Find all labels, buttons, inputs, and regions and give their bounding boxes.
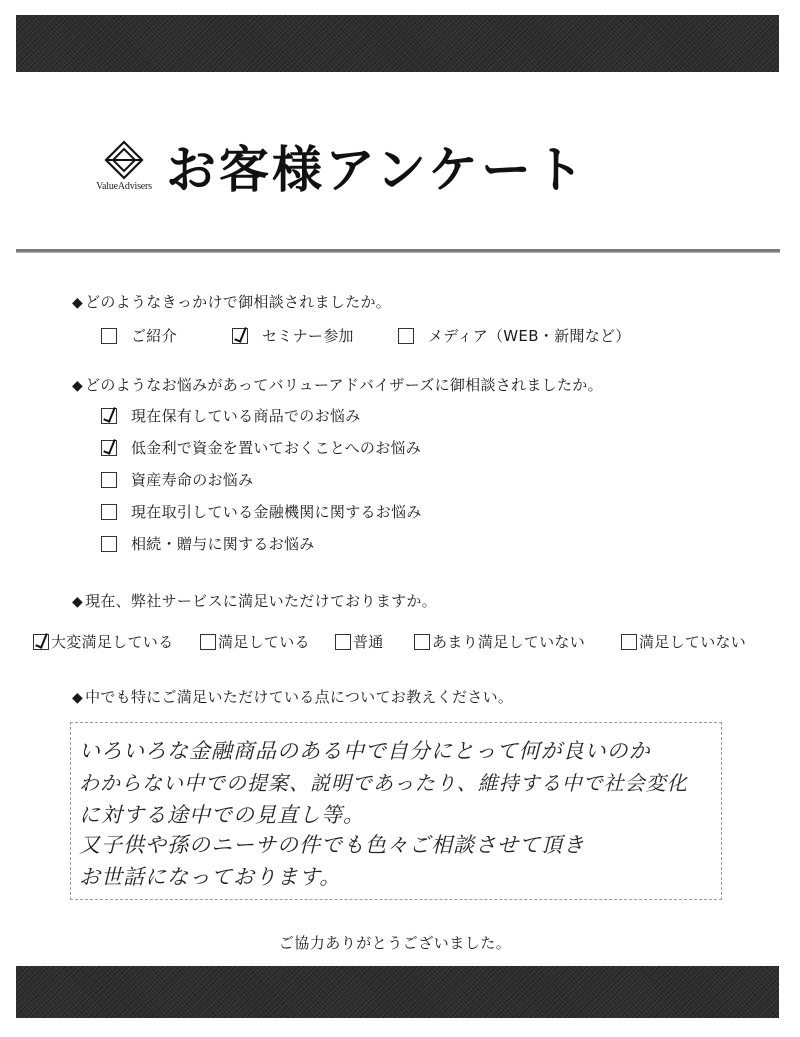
handwritten-line: 又子供や孫のニーサの件でも色々ご相談させて頂き (79, 833, 585, 857)
q2-option-financial-institution[interactable] (101, 501, 422, 522)
question-3-text: 現在、弊社サービスに満足いただけておりますか。 (85, 592, 437, 610)
option-label: ご紹介 (131, 327, 177, 345)
option-label: 相続・贈与に関するお悩み (131, 535, 315, 553)
q2-option-asset-longevity[interactable] (101, 469, 253, 490)
checkbox[interactable] (101, 504, 117, 520)
checkbox[interactable] (101, 328, 117, 344)
logo-text: ValueAdvisers (96, 181, 152, 192)
diamond-bullet-icon: ◆ (72, 295, 84, 311)
checkbox[interactable] (33, 634, 49, 650)
option-label: 満足していない (639, 633, 747, 651)
q1-option-seminar[interactable] (232, 325, 354, 346)
thank-you-message: ご協力ありがとうございました。 (278, 934, 512, 952)
question-2-text: どのようなお悩みがあってバリューアドバイザーズに御相談されましたか。 (85, 376, 603, 394)
diamond-bullet-icon: ◆ (72, 690, 84, 706)
checkbox[interactable] (101, 536, 117, 552)
q3-option-neutral[interactable] (335, 631, 384, 652)
question-4-text: 中でも特にご満足いただけている点についてお教えください。 (85, 688, 514, 706)
handwritten-line: いろいろな金融商品のある中で自分にとって何が良いのか (79, 739, 651, 763)
checkbox[interactable] (101, 408, 117, 424)
option-label: メディア（WEB・新聞など） (428, 327, 631, 345)
checkbox[interactable] (200, 634, 216, 650)
option-label: 普通 (353, 633, 384, 651)
logo-mark-icon (104, 140, 144, 180)
header-band (16, 15, 779, 72)
option-label: セミナー参加 (262, 327, 354, 345)
option-label: 資産寿命のお悩み (131, 471, 254, 489)
question-3 (72, 590, 437, 611)
diamond-bullet-icon: ◆ (72, 594, 84, 610)
question-2 (72, 374, 603, 395)
checkbox[interactable] (101, 472, 117, 488)
question-1 (72, 291, 391, 312)
handwritten-line: お世話になっております。 (79, 865, 342, 889)
checkbox[interactable] (398, 328, 414, 344)
q1-option-media[interactable] (398, 325, 631, 346)
q1-option-referral[interactable] (101, 325, 177, 346)
option-label: 現在取引している金融機関に関するお悩み (131, 503, 422, 521)
checkbox[interactable] (101, 440, 117, 456)
handwritten-line: わからない中での提案、説明であったり、維持する中で社会変化 (79, 771, 688, 795)
q3-option-satisfied[interactable] (200, 631, 310, 652)
footer-band (16, 966, 779, 1018)
option-label: 現在保有している商品でのお悩み (131, 407, 361, 425)
option-label: 低金利で資金を置いておくことへのお悩み (131, 439, 422, 457)
q3-option-not-very-satisfied[interactable] (414, 631, 585, 652)
question-1-text: どのようなきっかけで御相談されましたか。 (85, 293, 392, 311)
handwritten-line: に対する途中での見直し等。 (79, 803, 365, 827)
comment-answer-box[interactable] (70, 722, 722, 900)
checkbox[interactable] (621, 634, 637, 650)
option-label: 満足している (218, 633, 310, 651)
q3-option-very-satisfied[interactable] (33, 631, 173, 652)
checkbox[interactable] (335, 634, 351, 650)
option-label: あまり満足していない (432, 633, 586, 651)
option-label: 大変満足している (51, 633, 174, 651)
q2-option-holdings[interactable] (101, 405, 361, 426)
diamond-bullet-icon: ◆ (72, 378, 84, 394)
checkbox[interactable] (232, 328, 248, 344)
header-divider (16, 249, 780, 253)
checkbox[interactable] (414, 634, 430, 650)
company-logo (88, 140, 160, 192)
question-4 (72, 686, 513, 707)
q2-option-inheritance[interactable] (101, 533, 315, 554)
q3-option-not-satisfied[interactable] (621, 631, 746, 652)
q2-option-low-interest[interactable] (101, 437, 421, 458)
page-title: お客様アンケート (166, 141, 587, 199)
